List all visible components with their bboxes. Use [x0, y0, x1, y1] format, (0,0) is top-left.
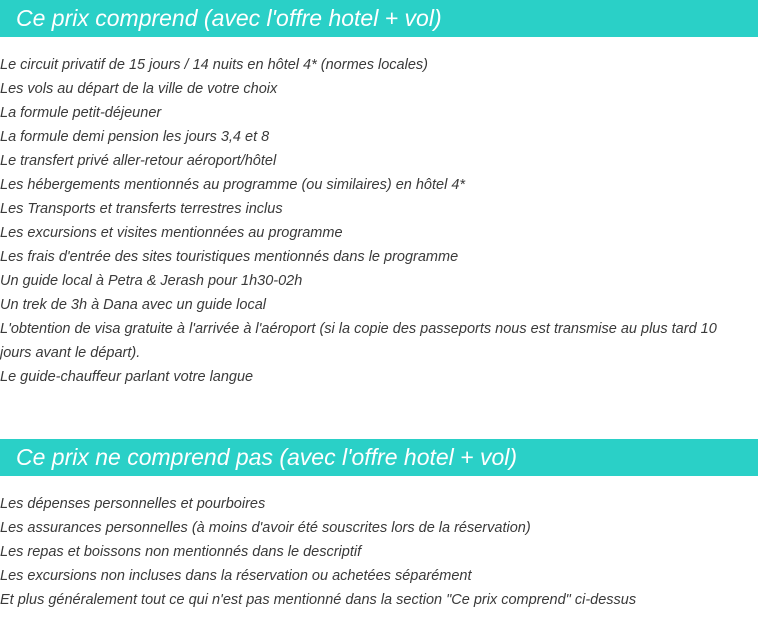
excluded-item: Et plus généralement tout ce qui n'est pas mentionné dans la section "Ce prix comprend" ci-dessus [0, 592, 637, 608]
included-item: Le guide-chauffeur parlant votre langue [0, 369, 254, 385]
included-item: La formule demi pension les jours 3,4 et 8 [0, 129, 270, 145]
included-item: Les excursions et visites mentionnées au programme [0, 225, 343, 241]
excluded-item: Les dépenses personnelles et pourboires [0, 496, 266, 512]
excluded-item: Les excursions non incluses dans la réservation ou achetées séparément [0, 568, 472, 584]
excluded-section-header [0, 439, 758, 476]
included-item: Les Transports et transferts terrestres inclus [0, 201, 283, 217]
excluded-item: Les assurances personnelles (à moins d'avoir été souscrites lors de la réservation) [0, 520, 531, 536]
excluded-list [0, 492, 750, 612]
included-item: Les hébergements mentionnés au programme (ou similaires) en hôtel 4* [0, 177, 466, 193]
included-item: Un guide local à Petra & Jerash pour 1h30-02h [0, 273, 303, 289]
excluded-item: Les repas et boissons non mentionnés dans le descriptif [0, 544, 362, 560]
excluded-section-title: Ce prix ne comprend pas (avec l'offre hotel + vol) [16, 444, 518, 470]
included-list [0, 53, 750, 389]
included-item: Les vols au départ de la ville de votre choix [0, 81, 278, 97]
included-item: Les frais d'entrée des sites touristiques mentionnés dans le programme [0, 249, 459, 265]
included-item: Le circuit privatif de 15 jours / 14 nuits en hôtel 4* (normes locales) [0, 57, 428, 73]
included-item: La formule petit-déjeuner [0, 105, 162, 121]
included-item: Un trek de 3h à Dana avec un guide local [0, 297, 267, 313]
included-section-header [0, 0, 758, 37]
included-section-title: Ce prix comprend (avec l'offre hotel + vol) [16, 5, 442, 31]
included-item: L'obtention de visa gratuite à l'arrivée à l'aéroport (si la copie des passeports nous est transmise au plus tard 10 jours avant le départ). [0, 321, 717, 361]
included-item: Le transfert privé aller-retour aéroport/hôtel [0, 153, 277, 169]
